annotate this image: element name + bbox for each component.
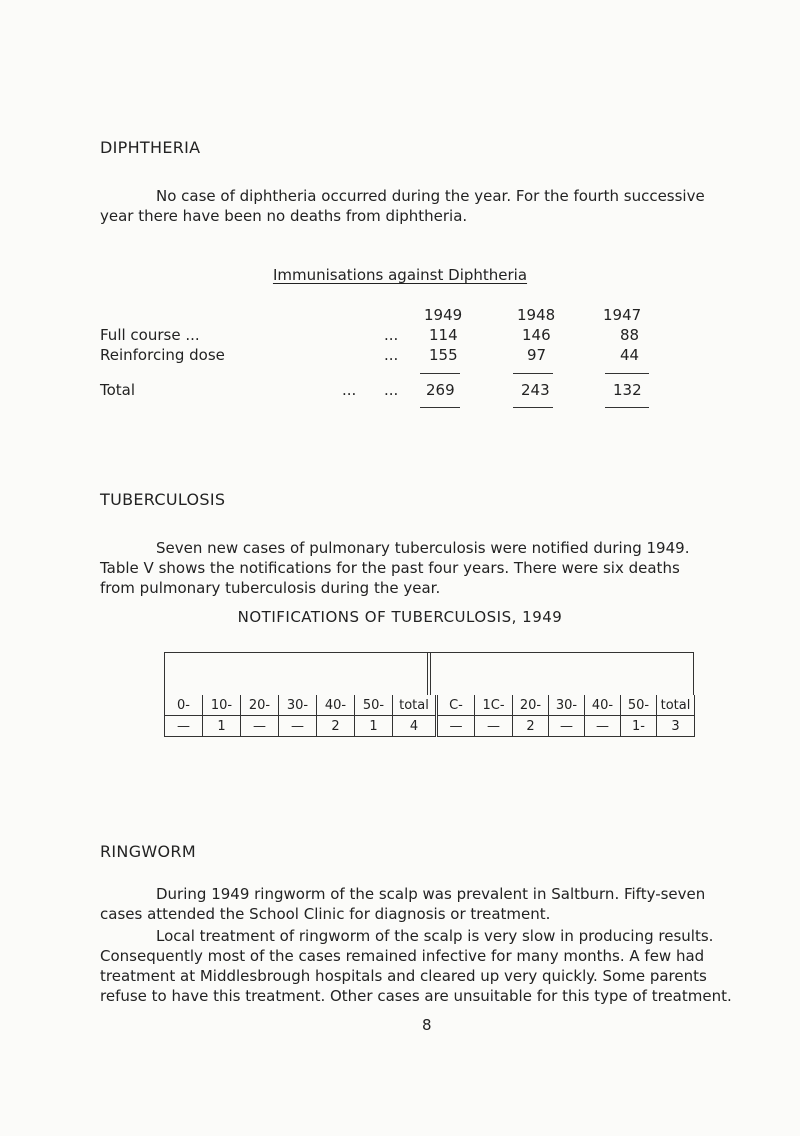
row-label: Total bbox=[100, 381, 136, 399]
year-1948: 1948 bbox=[517, 306, 556, 324]
value-1949: 155 bbox=[429, 346, 458, 364]
value-1949: 114 bbox=[429, 326, 458, 344]
tb-values-row bbox=[165, 716, 695, 737]
tb-value-cell: — bbox=[475, 716, 513, 737]
total-rule bbox=[605, 407, 649, 408]
tb-value-cell: — bbox=[241, 716, 279, 737]
value-1947: 44 bbox=[620, 346, 640, 364]
total-rule bbox=[420, 407, 460, 408]
total-rule bbox=[513, 407, 553, 408]
ringworm-paragraph-line: cases attended the School Clinic for diagnosis or treatment. bbox=[100, 905, 551, 923]
row-label: Reinforcing dose bbox=[100, 346, 225, 364]
ringworm-paragraph-line: treatment at Middlesbrough hospitals and cleared up very quickly. Some parents bbox=[100, 967, 707, 985]
value-1948: 146 bbox=[522, 326, 551, 344]
diphtheria-heading: DIPHTHERIA bbox=[100, 138, 201, 157]
row-dots: ... bbox=[384, 326, 399, 344]
tb-table-top-rule bbox=[164, 652, 694, 653]
tb-value-cell: — bbox=[585, 716, 621, 737]
row-dots: ... bbox=[384, 381, 399, 399]
ringworm-paragraph-line: refuse to have this treatment. Other cases are unsuitable for this type of treatment. bbox=[100, 987, 732, 1005]
row-label: Full course ... bbox=[100, 326, 200, 344]
tb-header-cell: 20- bbox=[241, 695, 279, 716]
page-number: 8 bbox=[422, 1016, 432, 1034]
tb-table-divider bbox=[427, 652, 428, 695]
ringworm-heading: RINGWORM bbox=[100, 842, 196, 861]
tb-header-cell: 40- bbox=[317, 695, 355, 716]
tb-header-row bbox=[165, 695, 695, 716]
value-1948: 243 bbox=[521, 381, 550, 399]
diphtheria-paragraph-line: year there have been no deaths from diphtheria. bbox=[100, 207, 468, 225]
subtotal-rule bbox=[513, 373, 553, 374]
tb-header-cell: 40- bbox=[585, 695, 621, 716]
tb-value-cell: 3 bbox=[657, 716, 695, 737]
tb-value-cell: — bbox=[437, 716, 475, 737]
subtotal-rule bbox=[605, 373, 649, 374]
value-1947: 88 bbox=[620, 326, 640, 344]
immunisations-row-reinforcing bbox=[0, 346, 800, 366]
year-1949: 1949 bbox=[424, 306, 463, 324]
tb-value-cell: 2 bbox=[317, 716, 355, 737]
tb-table-title: NOTIFICATIONS OF TUBERCULOSIS, 1949 bbox=[237, 608, 563, 626]
ringworm-paragraph-2 bbox=[100, 926, 740, 1006]
tb-value-cell: — bbox=[279, 716, 317, 737]
value-1949: 269 bbox=[426, 381, 455, 399]
value-1948: 97 bbox=[527, 346, 547, 364]
tb-header-cell: 50- bbox=[355, 695, 393, 716]
tb-notifications-table bbox=[164, 695, 695, 737]
immunisations-title: Immunisations against Diphtheria bbox=[272, 266, 528, 284]
tb-value-cell: 4 bbox=[393, 716, 437, 737]
tuberculosis-paragraph bbox=[100, 538, 740, 598]
tuberculosis-paragraph-line: Table V shows the notifications for the past four years. There were six deaths bbox=[100, 559, 680, 577]
diphtheria-paragraph-line: No case of diphtheria occurred during the year. For the fourth successive bbox=[156, 187, 705, 205]
row-dots: ... bbox=[342, 381, 357, 399]
tb-value-cell: 1 bbox=[203, 716, 241, 737]
ringworm-paragraph-line: During 1949 ringworm of the scalp was prevalent in Saltburn. Fifty-seven bbox=[156, 885, 706, 903]
tb-value-cell: — bbox=[165, 716, 203, 737]
tuberculosis-heading: TUBERCULOSIS bbox=[100, 490, 226, 509]
tuberculosis-paragraph-line: Seven new cases of pulmonary tuberculosis were notified during 1949. bbox=[156, 539, 690, 557]
tuberculosis-paragraph-line: from pulmonary tuberculosis during the year. bbox=[100, 579, 441, 597]
tb-header-cell: 0- bbox=[165, 695, 203, 716]
tb-header-cell: 30- bbox=[279, 695, 317, 716]
ringworm-paragraph-1 bbox=[100, 884, 740, 924]
ringworm-paragraph-line: Local treatment of ringworm of the scalp is very slow in producing results. bbox=[156, 927, 714, 945]
year-1947: 1947 bbox=[603, 306, 642, 324]
ringworm-paragraph-line: Consequently most of the cases remained infective for many months. A few had bbox=[100, 947, 705, 965]
tb-header-cell: total bbox=[393, 695, 437, 716]
tb-table-right-border bbox=[693, 652, 694, 695]
immunisations-row-full-course bbox=[0, 326, 800, 346]
diphtheria-paragraph bbox=[100, 186, 740, 226]
tb-header-cell: 20- bbox=[513, 695, 549, 716]
immunisations-year-header bbox=[0, 306, 800, 326]
tb-value-cell: 1 bbox=[355, 716, 393, 737]
tb-table-divider bbox=[430, 652, 431, 695]
tb-header-cell: total bbox=[657, 695, 695, 716]
tb-value-cell: 2 bbox=[513, 716, 549, 737]
tb-table-left-border bbox=[164, 652, 165, 695]
row-dots: ... bbox=[384, 346, 399, 364]
tb-header-cell: 50- bbox=[621, 695, 657, 716]
value-1947: 132 bbox=[613, 381, 642, 399]
tb-header-cell: 1C- bbox=[475, 695, 513, 716]
tb-header-cell: C- bbox=[437, 695, 475, 716]
tb-value-cell: 1- bbox=[621, 716, 657, 737]
tb-header-cell: 10- bbox=[203, 695, 241, 716]
tb-value-cell: — bbox=[549, 716, 585, 737]
subtotal-rule bbox=[420, 373, 460, 374]
immunisations-row-total bbox=[0, 381, 800, 401]
tb-header-cell: 30- bbox=[549, 695, 585, 716]
